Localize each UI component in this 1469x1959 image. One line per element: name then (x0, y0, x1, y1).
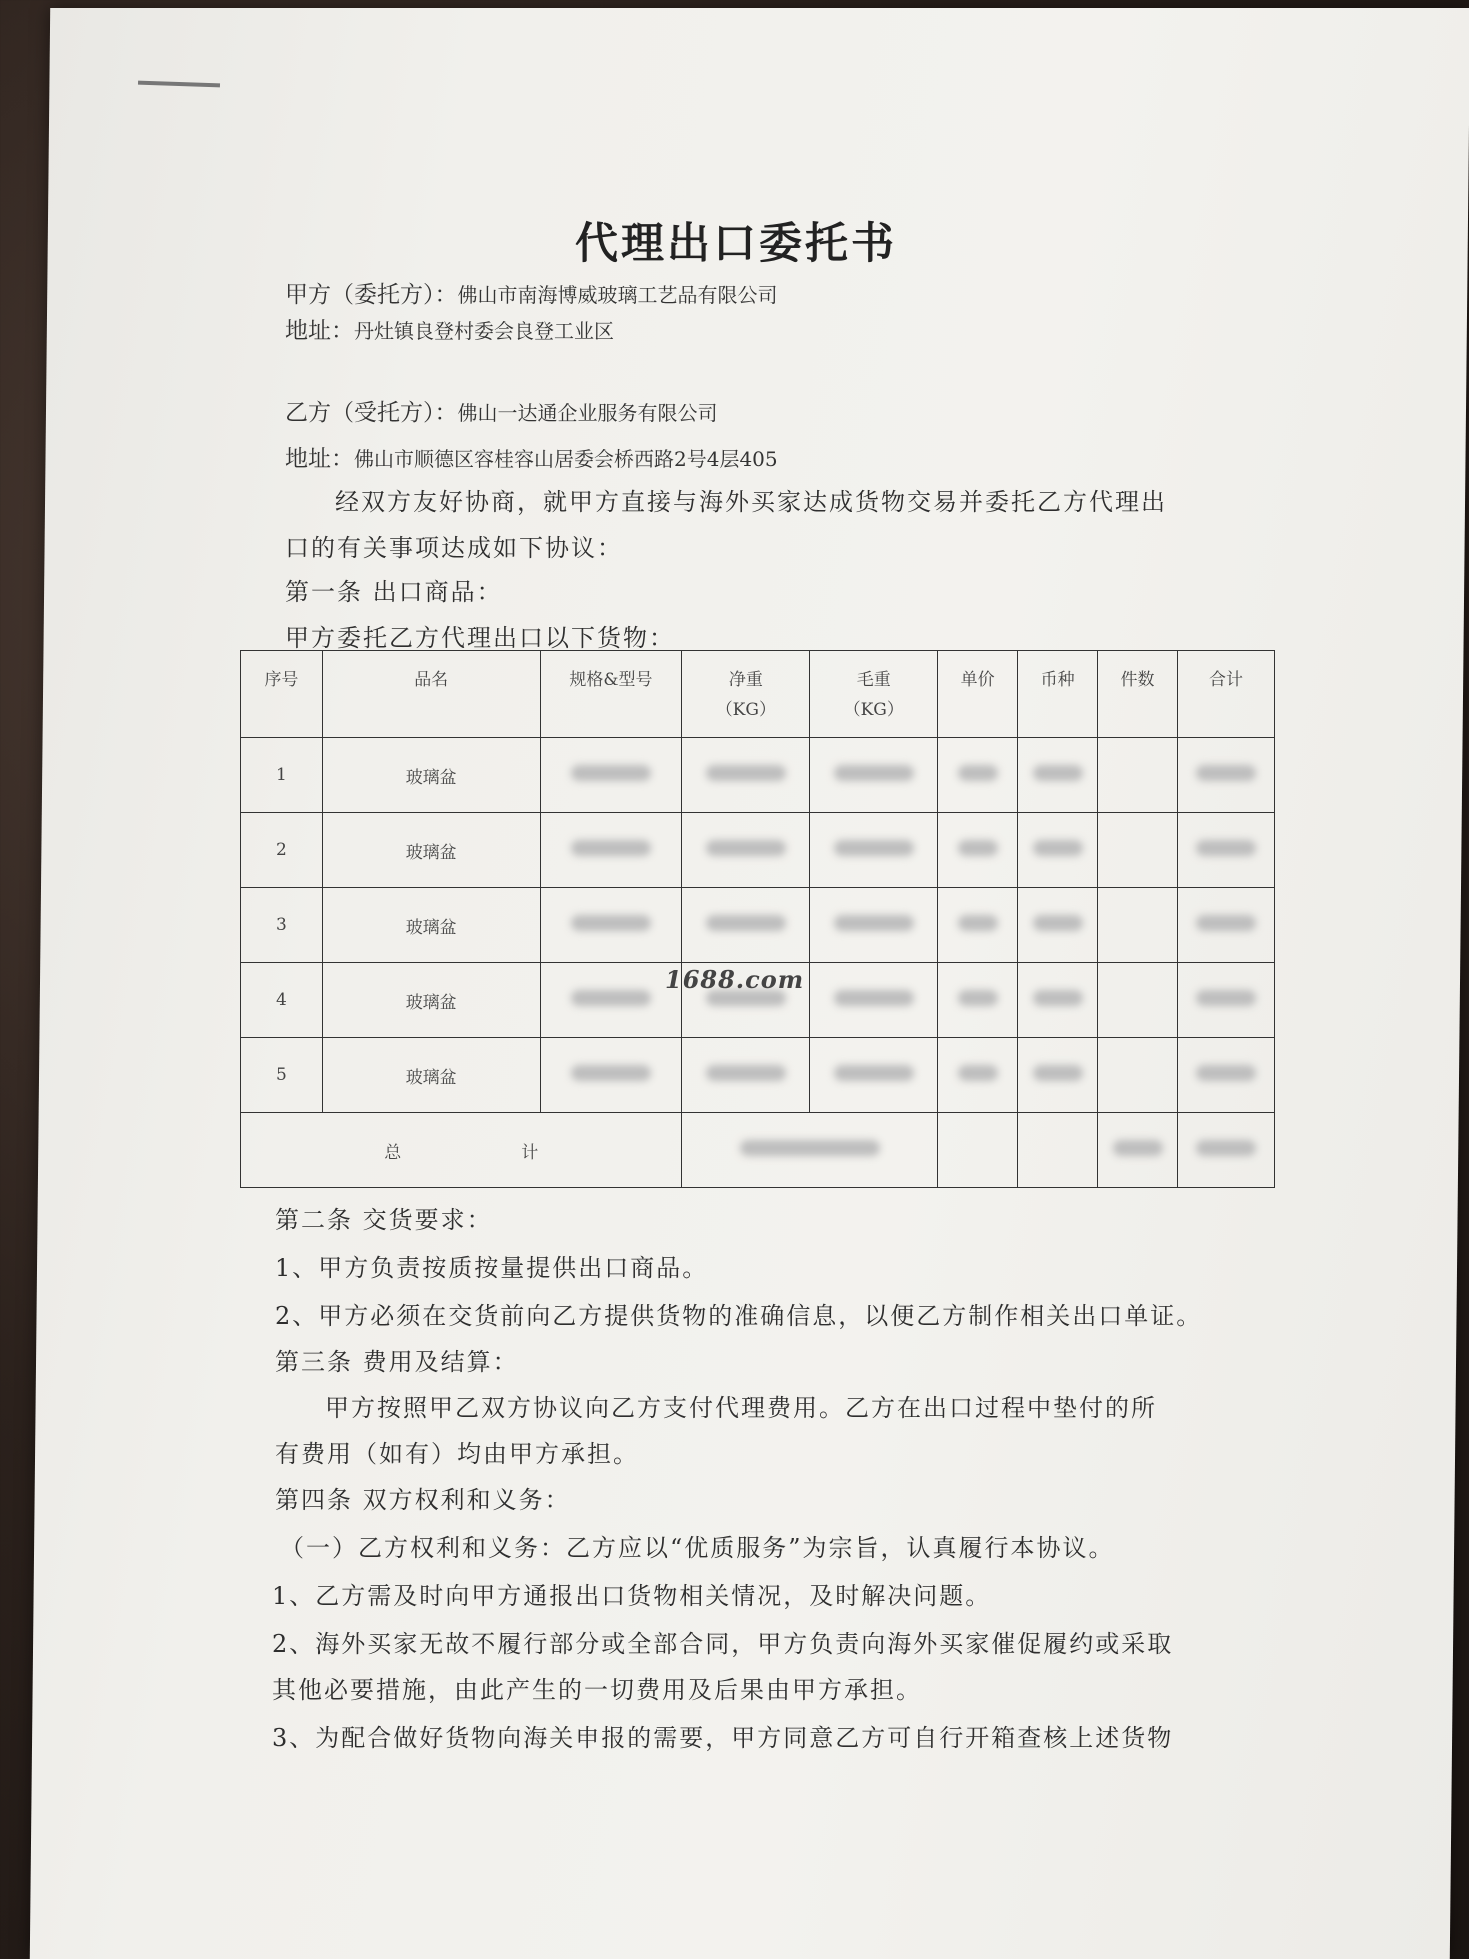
redacted-gross (810, 888, 938, 963)
intro-line-1: 经双方友好协商，就甲方直接与海外买家达成货物交易并委托乙方代理出 (335, 488, 1167, 516)
redacted-price (938, 738, 1018, 813)
redacted-gross (810, 1038, 938, 1113)
redacted-total (1177, 813, 1274, 888)
redacted-total-pieces (1098, 1113, 1178, 1188)
article-1-title: 第一条 出口商品： (285, 578, 503, 606)
article-4-item-2a: 2、海外买家无故不履行部分或全部合同，甲方负责向海外买家催促履约或采取 (272, 1630, 1174, 1658)
row-name: 玻璃盆 (322, 738, 540, 813)
header-no: 序号 (241, 651, 323, 738)
row-no: 5 (241, 1038, 323, 1113)
redacted-price (938, 813, 1018, 888)
redacted-price (938, 1038, 1018, 1113)
header-spec: 规格&型号 (540, 651, 682, 738)
party-a-name: 佛山市南海博威玻璃工艺品有限公司 (457, 283, 778, 307)
redacted-grand-total (1177, 1113, 1274, 1188)
redacted-currency (1018, 1038, 1098, 1113)
table-row (241, 888, 1275, 963)
header-total: 合计 (1177, 651, 1274, 738)
total-label: 总 计 (241, 1113, 682, 1188)
article-4-item-1: 1、乙方需及时向甲方通报出口货物相关情况，及时解决问题。 (272, 1582, 992, 1610)
header-name: 品名 (322, 651, 540, 738)
table-row (241, 813, 1275, 888)
article-2-title: 第二条 交货要求： (275, 1206, 493, 1234)
header-gross-weight: 毛重 （KG） (810, 651, 938, 738)
table-total-row (241, 1113, 1275, 1188)
redacted-spec (540, 738, 682, 813)
redacted-total (1177, 738, 1274, 813)
redacted-gross (810, 813, 938, 888)
document-title: 代理出口委托书 (575, 219, 897, 269)
redacted-total-weight (682, 1113, 938, 1188)
party-a-line (285, 276, 778, 309)
redacted-currency (1018, 738, 1098, 813)
redacted-gross (810, 963, 938, 1038)
redacted-spec (540, 1038, 682, 1113)
redacted-price (938, 888, 1018, 963)
redacted-net (682, 1038, 810, 1113)
redacted-currency (1018, 888, 1098, 963)
redacted-spec (540, 813, 682, 888)
party-b-address-label: 地址： (285, 446, 354, 472)
row-name: 玻璃盆 (322, 1038, 540, 1113)
redacted-total (1177, 1038, 1274, 1113)
redacted-price (938, 963, 1018, 1038)
party-a-address: 丹灶镇良登村委会良登工业区 (354, 319, 614, 343)
redacted-gross (810, 738, 938, 813)
party-b-label: 乙方（受托方）： (285, 400, 458, 426)
party-b-line (285, 394, 718, 427)
header-pieces: 件数 (1098, 651, 1178, 738)
party-b-address: 佛山市顺德区容桂容山居委会桥西路2号4层405 (354, 447, 778, 471)
header-unit-price: 单价 (938, 651, 1018, 738)
article-2-item-1: 1、甲方负责按质按量提供出口商品。 (275, 1254, 709, 1282)
redacted-total (1177, 888, 1274, 963)
row-no: 3 (241, 888, 323, 963)
article-3-line-1: 甲方按照甲乙双方协议向乙方支付代理费用。乙方在出口过程中垫付的所 (325, 1394, 1157, 1422)
goods-table (240, 650, 1275, 1188)
row-name: 玻璃盆 (322, 888, 540, 963)
intro-line-2: 口的有关事项达成如下协议： (285, 534, 623, 562)
table-row (241, 738, 1275, 813)
row-no: 4 (241, 963, 323, 1038)
row-no: 1 (241, 738, 323, 813)
article-4-item-2b: 其他必要措施，由此产生的一切费用及后果由甲方承担。 (272, 1676, 922, 1704)
redacted-net (682, 813, 810, 888)
row-name: 玻璃盆 (322, 963, 540, 1038)
redacted-total (1177, 963, 1274, 1038)
header-net-weight: 净重 （KG） (682, 651, 810, 738)
article-4-item-3: 3、为配合做好货物向海关申报的需要，甲方同意乙方可自行开箱查核上述货物 (272, 1724, 1174, 1752)
party-b-address-line (285, 440, 778, 473)
party-a-address-line (285, 312, 614, 345)
table-header-row (241, 651, 1275, 738)
article-3-line-2: 有费用（如有）均由甲方承担。 (275, 1440, 639, 1468)
article-4-subtitle: （一）乙方权利和义务：乙方应以“优质服务”为宗旨，认真履行本协议。 (280, 1534, 1115, 1562)
redacted-spec (540, 963, 682, 1038)
row-name: 玻璃盆 (322, 813, 540, 888)
row-no: 2 (241, 813, 323, 888)
article-1-subtitle: 甲方委托乙方代理出口以下货物： (285, 624, 675, 652)
article-4-title: 第四条 双方权利和义务： (275, 1486, 571, 1514)
party-b-name: 佛山一达通企业服务有限公司 (457, 401, 718, 425)
watermark: 1688.com (665, 965, 805, 994)
article-3-title: 第三条 费用及结算： (275, 1348, 519, 1376)
table-row (241, 1038, 1275, 1113)
redacted-net (682, 738, 810, 813)
article-2-item-2: 2、甲方必须在交货前向乙方提供货物的准确信息，以便乙方制作相关出口单证。 (275, 1302, 1203, 1330)
party-a-label: 甲方（委托方）： (285, 282, 458, 308)
redacted-currency (1018, 813, 1098, 888)
header-currency: 币种 (1018, 651, 1098, 738)
redacted-currency (1018, 963, 1098, 1038)
redacted-spec (540, 888, 682, 963)
party-a-address-label: 地址： (285, 318, 354, 344)
redacted-net (682, 888, 810, 963)
